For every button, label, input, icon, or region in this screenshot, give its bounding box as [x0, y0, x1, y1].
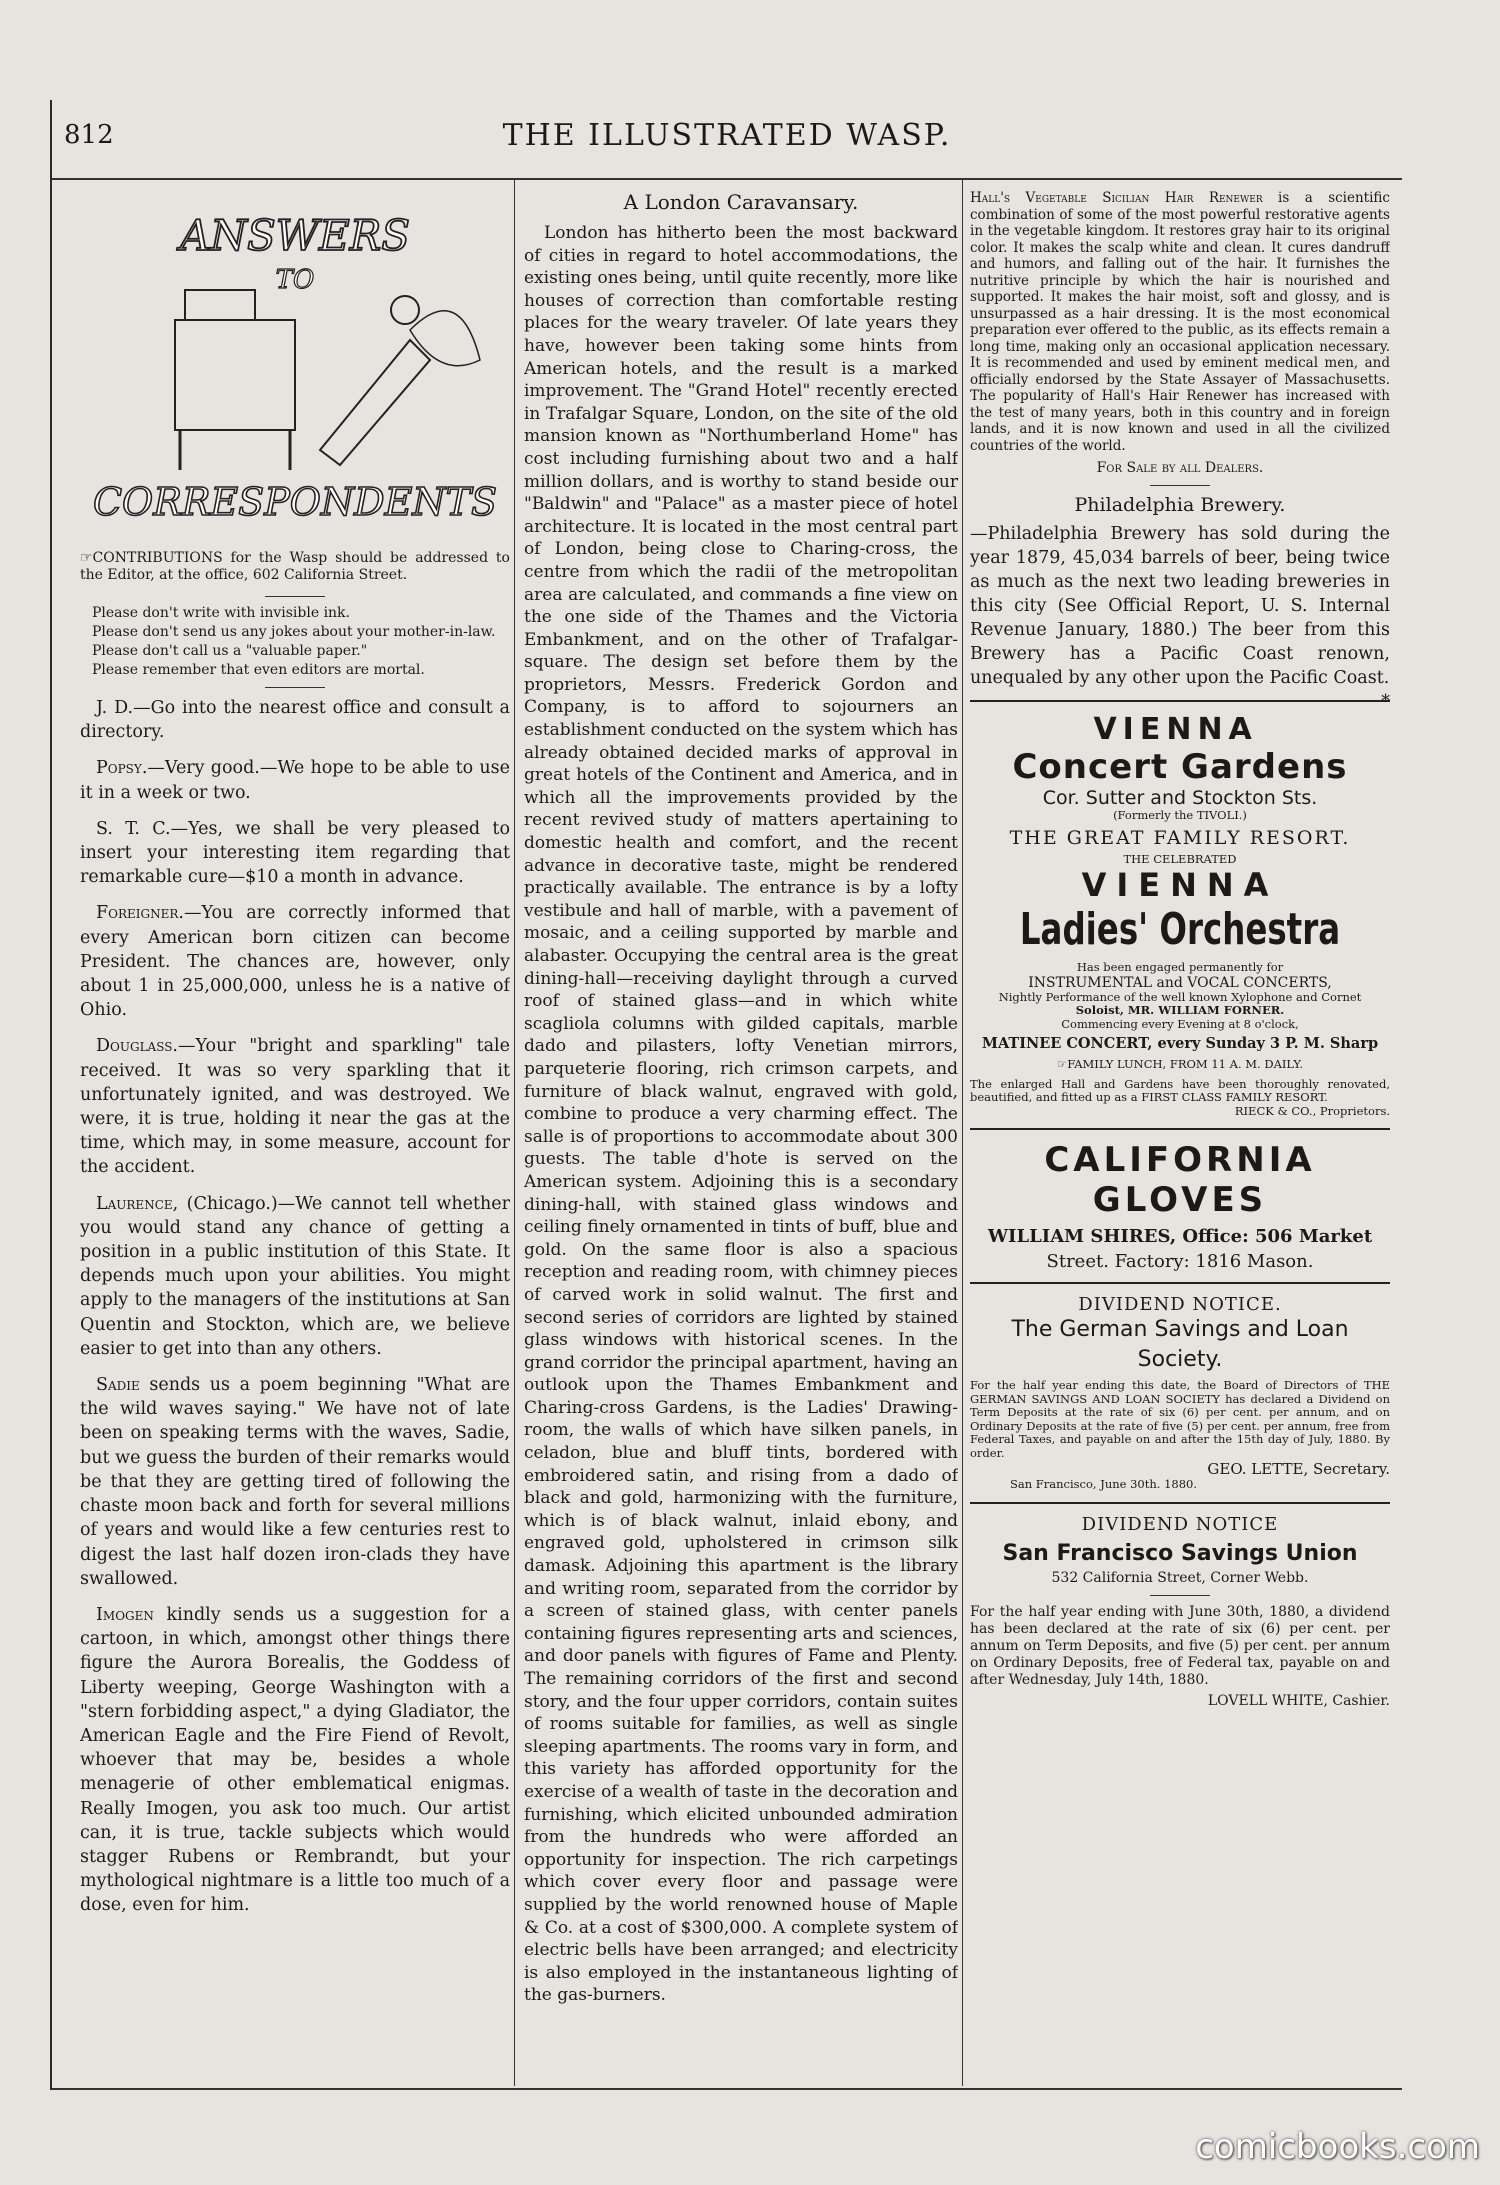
answer-text: (Chicago.)—We cannot tell whether you would stand any chance of getting a position in a public institution of this State. It depends much upon your abilities. You might apply to the managers of the institutions at San Quentin and Stockton, which are, we believe easier to get into than any others.: [80, 1193, 510, 1359]
answer-text: —Yes, we shall be very pleased to insert your interesting item regarding that remarkable cure—$10 a month in advance.: [80, 818, 510, 888]
article-body: London has hitherto been the most backward of cities in regard to hotel accommodations, the existing ones being, until quite recently, more like houses of correction than comfortable resting places for the weary traveler. Of late years they have, however been taking some hints from American hotels, and the result is a marked improvement. The "Grand Hotel" recently erected in Trafalgar Square, London, on the site of the old mansion known as "Northumberland Home" has cost including furnishing about two and a half million dollars, and is worthy to stand beside our "Baldwin" and "Palace" as a master piece of hotel architecture. It is located in the most central part of London, being close to Charing-cross, the centre from which the radii of the metropolitan area are calculated, and commands a fine view on the one side of the Thames and the Victoria Embankment, and on the other of Trafalgar-square. The design set before them by the proprietors, Messrs. Frederick Gordon and Company, is to afford to sojourners an establishment conducted on the system which has already obtained decided marks of approval in great hotels of the Continent and America, and in which all the improvements provided by the recent revived study of matters apertaining to domestic health and comfort, and the recent advance in decorative taste, might be rendered practically available. The entrance is by a lofty vestibule and hall of marble, with a pavement of mosaic, and a ceiling supported by marble and alabaster. Occupying the central area is the great dining-hall—receiving daylight through a curved roof of stained glass—and in which white scagliola columns with gilded capitals, marble dado and pilasters, lofty Venetian mirrors, parqueterie flooring, rich crimson carpets, and furniture of black walnut, engraved with gold, combine to produce a very charming effect. The salle is of proportions to accommodate about 300 guests. The table d'hote is served on the American system. Adjoining this is a secondary dining-hall, with stained glass windows and ceiling finely ornamented in tints of buff, blue and gold. On the same floor is also a spacious reception and reading room, with chimney pieces of carved work in solid walnut. The first and second series of corridors are lighted by stained glass windows with historical scenes. In the grand corridor the principal apartment, having an outlook upon the Thames Embankment and Charing-cross Gardens, is the Ladies' Drawing-room, the walls of which have silken panels, in celadon, blue and bluff tints, bordered with embroidered satin, and rising from a dado of black and gold, harmonizing with the furniture, which is of black walnut, inlaid ebony, and engraved gold, upholstered in crimson silk damask. Adjoining this apartment is the library and writing room, separated from the corridor by a screen of stained glass, with center panels containing figures representing arts and sciences, and door panels with figures of Fame and Plenty. The remaining corridors of the first and second story, and the four upper corridors, contain suites of rooms suitable for families, as well as single sleeping apartments. The rooms vary in form, and this variety has afforded opportunity for the exercise of a wealth of taste in the decoration and furnishing, which elicited unbounded admiration from the hundreds who were afforded an opportunity for inspection. The rich carpetings which cover every floor and passage were supplied by the world renowned house of Maple & Co. at a cost of $300,000. A complete system of electric bells have been arranged; and electricity is also employed in the instantaneous lighting of the gas-burners.: [524, 223, 958, 2006]
answer-item: [80, 817, 510, 890]
answer-item: [80, 1603, 510, 1918]
hall-lead: Hall's Vegetable Sicilian Hair Renewer: [970, 190, 1263, 206]
answer-name: Popsy.: [96, 758, 148, 779]
german-savings-dividend-notice: DIVIDEND NOTICE. The German Savings and Loan Society. For the half year ending this date, the Board of Directors of THE GERMAN SAVINGS AND LOAN SOCIETY has declared a Dividend on Term Deposits at the rate of six (6) per cent. per annum, and on Ordinary Deposits at the rate of five (5) per cent. per annum, free from Federal Taxes, and payable on and after the 15th day of July, 1880. By order. GEO. LETTE, Secretary. San Francisco, June 30th. 1880.: [970, 1294, 1390, 1491]
answer-name: Foreigner.: [96, 903, 184, 924]
answer-item: [80, 1192, 510, 1361]
answer-item: [80, 1373, 510, 1591]
column-divider: [514, 180, 515, 2086]
column-answers: [80, 190, 510, 1930]
answer-item: [80, 756, 510, 804]
hall-text: is a scientific combination of some of the most powerful restorative agents in the vegetable kingdom. It restores gray hair to its original color. It makes the scalp white and clean. It cures dandruff and humors, and falling out of the hair. It furnishes the nutritive principle by which the hair is nourished and supported. It makes the hair moist, soft and glossy, and is unsurpassed as a hair dressing. It is the most economical preparation ever offered to the public, as its effects remain a long time, making only an occasional application necessary. It is recommended and used by eminent medical men, and officially endorsed by the State Assayer of Massachusetts. The popularity of Hall's Hair Renewer has increased with the test of many years, both in this country and in foreign lands, and it is now known and used in all the civilized countries of the world.: [970, 190, 1390, 454]
answer-item: [80, 901, 510, 1022]
masthead-title: THE ILLUSTRATED WASP.: [502, 118, 952, 153]
california-gloves-ad: CALIFORNIA GLOVES WILLIAM SHIRES, Office: 506 Market Street. Factory: 1816 Mason.: [987, 1140, 1373, 1272]
hall-hair-renewer-ad: [970, 190, 1390, 454]
page-number: 812: [64, 120, 114, 150]
vienna-concert-gardens-ad: VIENNA Concert Gardens Cor. Sutter and Stockton Sts. (Formerly the TIVOLI.) THE GREAT FAMILY RESORT. THE CELEBRATED VIENNA Ladies' Orchestra Has been engaged permanently for INSTRUMENTAL and VOCAL CONCERTS, Nightly Performance of the well known Xylophone and Cornet Soloist, MR. WILLIAM FORNER. Commencing every Evening at 8 o'clock, MATINEE CONCERT, every Sunday 3 P. M. Sharp ☞FAMILY LUNCH, FROM 11 A. M. DAILY. The enlarged Hall and Gardens have been thoroughly renovated, beautified, and fitted up as a FIRST CLASS FAMILY RESORT. RIECK & CO., Proprietors.: [970, 712, 1390, 1118]
answer-name: Laurence,: [96, 1193, 179, 1214]
footer-rule: [52, 2088, 1402, 2090]
logo-to: TO: [275, 265, 315, 295]
answer-item: [80, 696, 510, 744]
answer-text: sends us a poem beginning "What are the wild waves saying." We have not of late been on speaking terms with the waves, Sadie, but we guess the burden of their remarks would be that they are getting tired of following the chaste moon back and forth for several millions of years and would like a few centuries rest to digest the last half dozen iron-clads they have swallowed.: [80, 1375, 510, 1589]
answers-to-correspondents-illustration: [80, 190, 510, 550]
hall-sale-line: For Sale by all Dealers.: [1096, 460, 1264, 476]
logo-answers: ANSWERS: [179, 211, 411, 260]
column-divider: [962, 180, 963, 2086]
contributions-note: ☞CONTRIBUTIONS for the Wasp should be addressed to the Editor, at the office, 602 California Street.: [80, 550, 510, 583]
answer-text: —Go into the nearest office and consult a directory.: [80, 698, 510, 743]
answer-name: Douglass.: [96, 1036, 178, 1057]
answer-name: Sadie: [96, 1375, 140, 1396]
answers-list: [80, 696, 510, 1918]
rule-item: Please don't send us any jokes about your mother-in-law.: [92, 624, 496, 640]
logo-correspondents: CORRESPONDENTS: [92, 480, 498, 524]
brewery-text: —Philadelphia Brewery has sold during the year 1879, 45,034 barrels of beer, being twice as much as the next two leading breweries in this city (See Official Report, U. S. Internal Revenue January, 1880.) The beer from this Brewery has a Pacific Coast renown, unequaled by any other upon the Pacific Coast. *: [970, 524, 1390, 712]
answer-text: —You are correctly informed that every American born citizen can become President. The chances are, however, only about 1 in 25,000,000, unless he is a native of Ohio.: [80, 903, 510, 1021]
newspaper-page: [50, 100, 1402, 2090]
column-advertisements: [970, 190, 1390, 1709]
answer-name: Imogen: [96, 1604, 154, 1625]
rule-item: Please don't write with invisible ink.: [92, 605, 350, 621]
rules-list: [80, 605, 510, 679]
column-london-caravansary: [524, 190, 958, 2019]
header-rule: [52, 178, 1402, 180]
answer-text: kindly sends us a suggestion for a cartoon, in which, amongst other things there figure the Aurora Borealis, the Goddess of Liberty weeping, George Washington with a "stern forbidding aspect," a dying Gladiator, the American Eagle and the Fire Fiend of Revolt, whoever that may be, besides a whole menagerie of other emblematical enigmas. Really Imogen, you ask too much. Our artist can, it is true, tackle subjects which would stagger Rubens or Rembrandt, but your mythological nightmare is a little too much of a dose, even for him.: [80, 1604, 510, 1916]
answer-name: S. T. C.: [96, 818, 171, 839]
answer-text: —Very good.—We hope to be able to use it in a week or two.: [80, 758, 510, 803]
brewery-title: Philadelphia Brewery.: [1074, 494, 1286, 516]
answer-name: J. D.: [96, 698, 134, 718]
watermark: comicbooks.com: [1195, 2127, 1480, 2167]
rule-item: Please don't call us a "valuable paper.": [92, 643, 368, 659]
answer-text: —Your "bright and sparkling" tale received. It was so very sparkling that it unfortunately ignited, and was destroyed. We were, it is true, holding it near the gas at the time, which may, in some measure, account for the accident.: [80, 1036, 510, 1178]
article-title: A London Caravansary.: [623, 190, 859, 214]
rule-item: Please remember that even editors are mortal.: [92, 662, 425, 678]
answer-item: [80, 1034, 510, 1179]
sf-savings-union-dividend-notice: DIVIDEND NOTICE San Francisco Savings Union 532 California Street, Corner Webb. For the half year ending with June 30th, 1880, a dividend has been declared at the rate of six (6) per cent. per annum on Term Deposits, and five (5) per cent. per annum on Ordinary Deposits, free of Federal tax, payable on and after Wednesday, July 14th, 1880. LOVELL WHITE, Cashier.: [970, 1513, 1390, 1709]
